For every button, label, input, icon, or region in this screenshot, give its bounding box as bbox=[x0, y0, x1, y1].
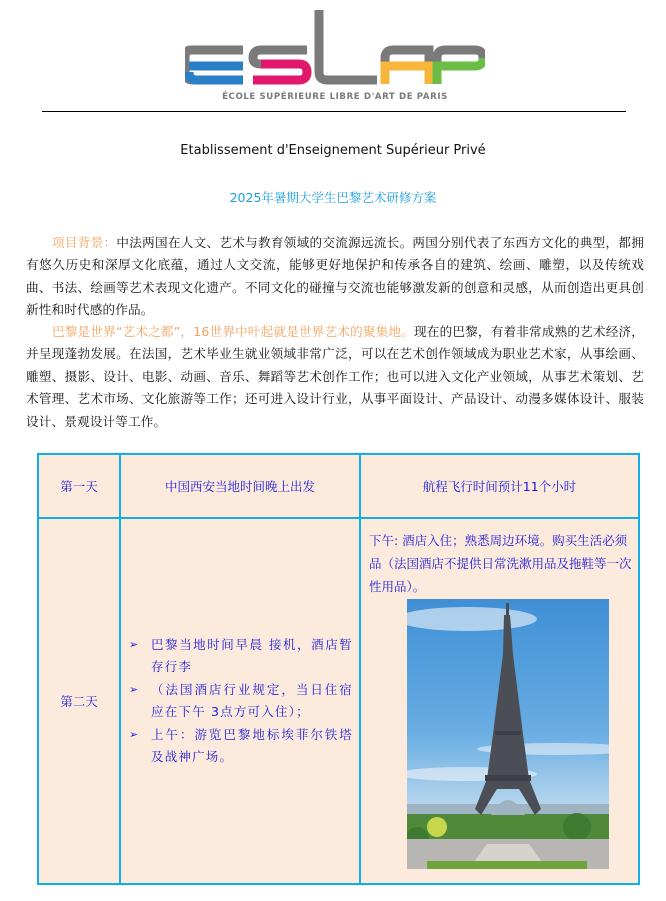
logo-tagline: ÉCOLE SUPÉRIEURE LIBRE D'ART DE PARIS bbox=[222, 92, 448, 102]
day1-flight-time: 航程飞行时间预计11个小时 bbox=[360, 454, 639, 518]
day2-bullet-list bbox=[121, 634, 359, 769]
day1-label: 第一天 bbox=[38, 454, 120, 518]
day2-afternoon-cell bbox=[360, 518, 639, 884]
day1-departure: 中国西安当地时间晚上出发 bbox=[120, 454, 360, 518]
intro-paragraph-background bbox=[26, 232, 644, 322]
eslap-logo bbox=[185, 6, 485, 102]
eslap-logo-graphic bbox=[185, 6, 485, 102]
list-item: ➢ （法国酒店行业规定，当日住宿应在下午 3点方可入住）； bbox=[127, 679, 353, 724]
day2-label: 第二天 bbox=[38, 518, 120, 884]
eiffel-tower-photo bbox=[407, 599, 609, 869]
arrow-bullet-icon: ➢ bbox=[129, 637, 140, 651]
arrow-bullet-icon: ➢ bbox=[129, 727, 140, 741]
list-item: ➢ 巴黎当地时间早晨 接机，酒店暂存行李 bbox=[127, 634, 353, 679]
itinerary-table bbox=[37, 453, 640, 885]
arrow-bullet-icon: ➢ bbox=[129, 682, 140, 696]
background-label: 项目背景： bbox=[52, 235, 117, 250]
program-title: 2025年暑期大学生巴黎艺术研修方案 bbox=[229, 190, 437, 205]
paris-highlight: 巴黎是世界“艺术之都”，16世界中叶起就是世界艺术的聚集地。 bbox=[52, 324, 415, 339]
background-text: 中法两国在人文、艺术与教育领域的交流源远流长。两国分别代表了东西方文化的典型，都拥有悠久历史和深厚文化底蕴，通过人文交流，能够更好地保护和传承各自的建筑、绘画、雕塑，以及传统戏曲、书法、绘画等艺术表现文化遗产。不同文化的碰撞与交流也能够激发新的创意和灵感，从而创造出更具创新性和时代感的作品。 bbox=[26, 235, 645, 318]
institution-subtitle: Etablissement d'Enseignement Supérieur Privé bbox=[180, 143, 486, 158]
intro-paragraph-paris bbox=[26, 321, 644, 433]
day2-activities bbox=[120, 518, 360, 884]
list-item: ➢ 上午：游览巴黎地标埃菲尔铁塔及战神广场。 bbox=[127, 724, 353, 769]
table-row-day1 bbox=[38, 454, 639, 518]
header-rule bbox=[42, 111, 626, 112]
paris-text: 现在的巴黎，有着非常成熟的艺术经济，并呈现蓬勃发展。在法国，艺术毕业生就业领域非常广泛，可以在艺术创作领域成为职业艺术家，从事绘画、雕塑、摄影、设计、电影、动画、音乐、舞蹈等艺术创作工作；也可以进入文化产业领域，从事艺术策划、艺术管理、艺术市场、文化旅游等工作；还可进入设计行业，从事平面设计、产品设计、动漫多媒体设计、服装设计、景观设计等工作。 bbox=[26, 324, 645, 429]
table-row-day2 bbox=[38, 518, 639, 884]
day2-afternoon-note: 下午: 酒店入住；熟悉周边环境。购买生活必须品（法国酒店不提供日常洗漱用品及拖鞋等一次性用品）。 bbox=[369, 533, 632, 594]
